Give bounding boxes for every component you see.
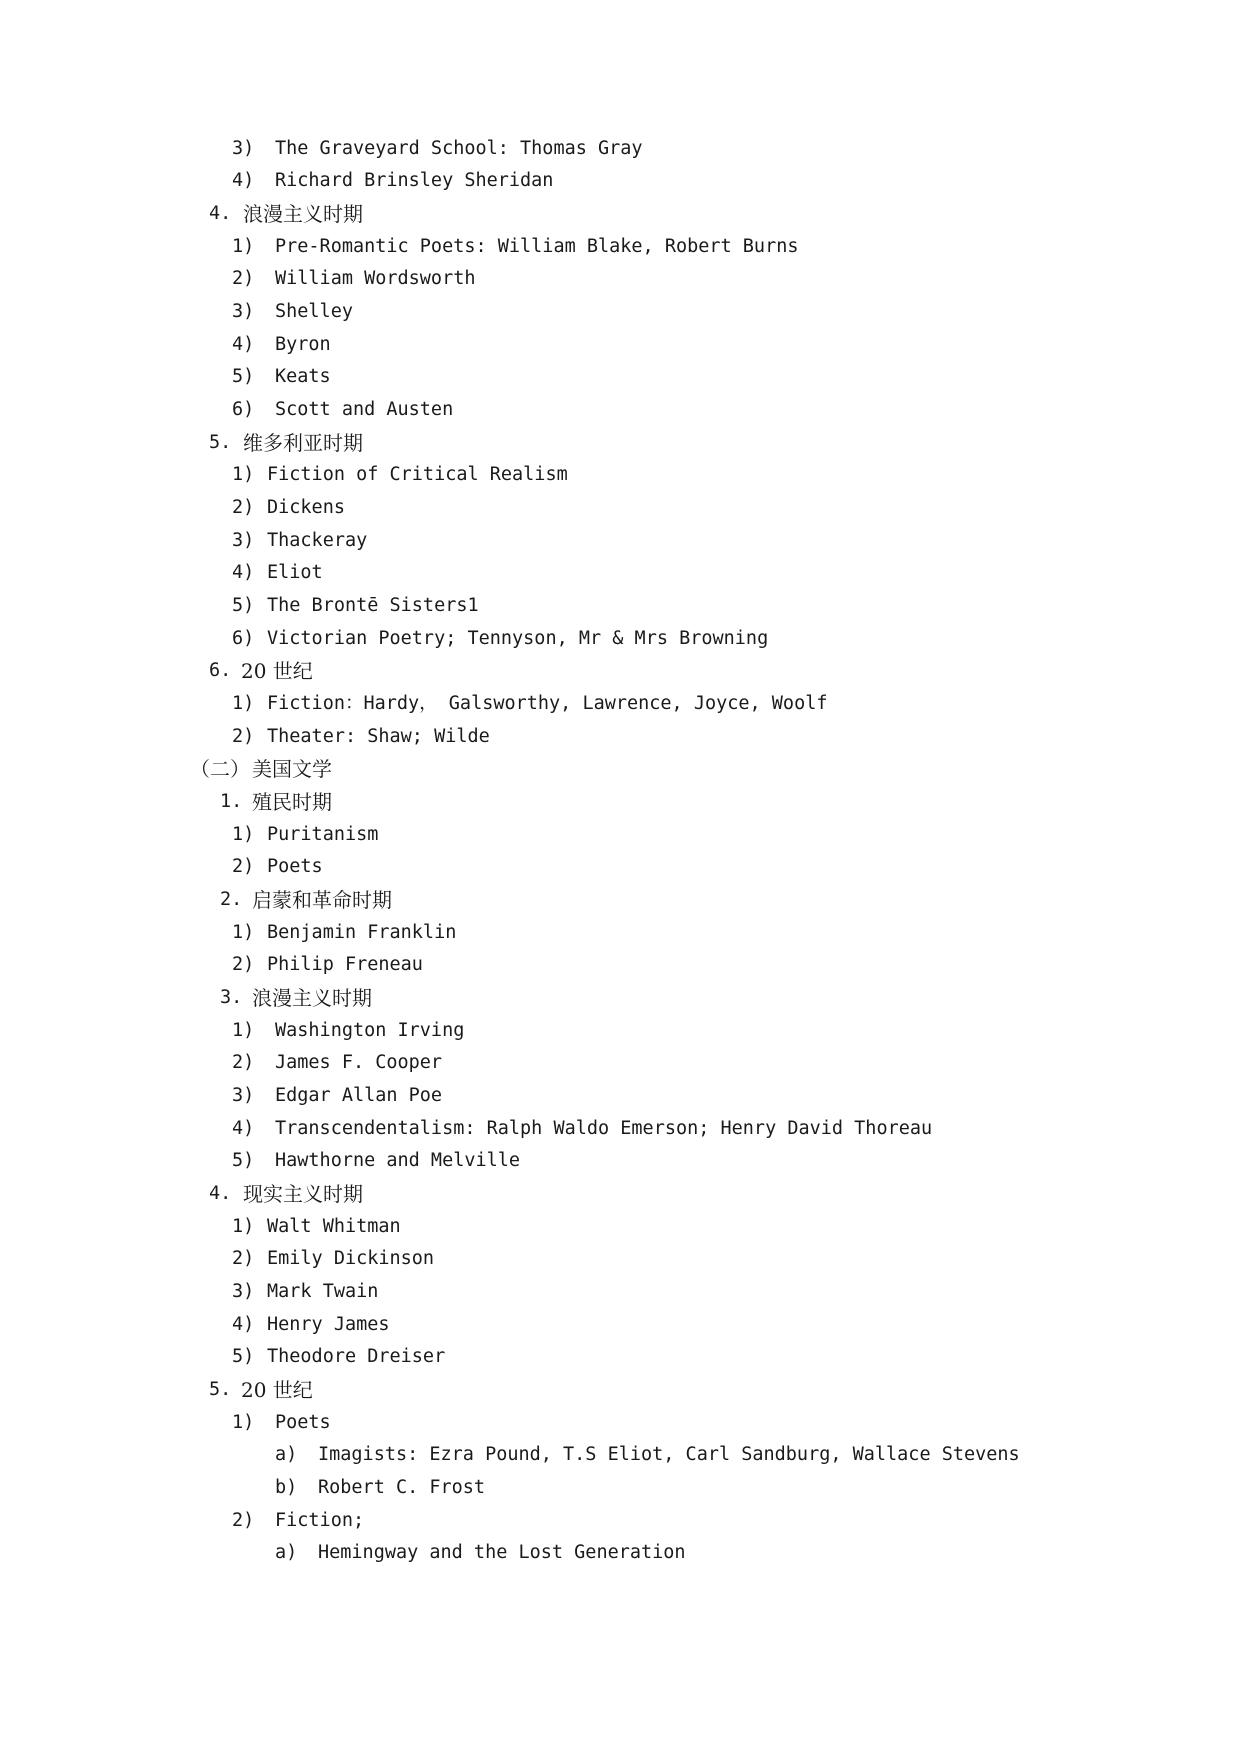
item-number: 1) — [232, 236, 255, 257]
item-number: 4. — [209, 203, 232, 224]
item-text: 殖民时期 — [252, 790, 332, 814]
item-number: 4) — [232, 1118, 255, 1139]
item-text: Richard Brinsley Sheridan — [275, 170, 554, 191]
item-text: Thackeray — [267, 530, 368, 551]
item-number: 2) — [232, 726, 255, 747]
item-text: Emily Dickinson — [267, 1248, 435, 1269]
item-number: 2) — [232, 1510, 255, 1531]
item-number: 1) — [232, 1020, 255, 1041]
item-text: Theodore Dreiser — [267, 1346, 446, 1367]
item-text: Robert C. Frost — [318, 1477, 486, 1498]
item-text: 现实主义时期 — [243, 1182, 363, 1206]
item-number: 3) — [232, 301, 255, 322]
item-number: 2. — [220, 889, 243, 910]
item-number: 6) — [232, 399, 255, 420]
item-number: 4) — [232, 334, 255, 355]
item-text: Dickens — [267, 497, 345, 518]
item-number: a) — [275, 1444, 298, 1465]
item-number: 2) — [232, 954, 255, 975]
item-text: Poets — [275, 1412, 331, 1433]
item-text: Transcendentalism: Ralph Waldo Emerson; Henry David Thoreau — [275, 1118, 933, 1139]
item-text: 浪漫主义时期 — [252, 986, 372, 1010]
item-text: 维多利亚时期 — [243, 431, 363, 455]
item-text: 20 世纪 — [241, 1378, 313, 1402]
item-number: 3) — [232, 1085, 255, 1106]
item-number: 2) — [232, 856, 255, 877]
item-number: 3) — [232, 530, 255, 551]
item-text: Scott and Austen — [275, 399, 454, 420]
item-text: Benjamin Franklin — [267, 922, 457, 943]
item-text: The Graveyard School: Thomas Gray — [275, 138, 643, 159]
item-text: William Wordsworth — [275, 268, 476, 289]
item-text: Poets — [267, 856, 323, 877]
item-text: Mark Twain — [267, 1281, 379, 1302]
item-number: 1) — [232, 464, 255, 485]
item-text: Philip Freneau — [267, 954, 423, 975]
item-text: Hemingway and the Lost Generation — [318, 1542, 686, 1563]
item-text: 20 世纪 — [241, 659, 313, 683]
item-number: b) — [275, 1477, 298, 1498]
item-number: 2) — [232, 1248, 255, 1269]
item-text: The Brontē Sisters1 — [267, 595, 479, 616]
item-number: 5) — [232, 366, 255, 387]
item-number: 4) — [232, 170, 255, 191]
item-text: Keats — [275, 366, 331, 387]
item-number: 3) — [232, 138, 255, 159]
item-text: 启蒙和革命时期 — [252, 888, 392, 912]
item-number: 1. — [220, 791, 243, 812]
item-number: 5. — [209, 1379, 232, 1400]
item-number: （二） — [190, 757, 250, 781]
item-number: 6. — [209, 660, 232, 681]
item-number: 1) — [232, 824, 255, 845]
item-text: Henry James — [267, 1314, 390, 1335]
item-number: 1) — [232, 1412, 255, 1433]
item-text: Byron — [275, 334, 331, 355]
item-text: Eliot — [267, 562, 323, 583]
item-number: 5) — [232, 1150, 255, 1171]
item-number: 4) — [232, 562, 255, 583]
item-number: 1) — [232, 922, 255, 943]
item-text: Pre-Romantic Poets: William Blake, Robert Burns — [275, 236, 799, 257]
item-text: 美国文学 — [252, 757, 332, 781]
item-text: Edgar Allan Poe — [275, 1085, 443, 1106]
item-number: 2) — [232, 497, 255, 518]
item-number: 5) — [232, 1346, 255, 1367]
item-number: 4) — [232, 1314, 255, 1335]
item-number: 1) — [232, 1216, 255, 1237]
item-text: Shelley — [275, 301, 353, 322]
item-number: 4. — [209, 1183, 232, 1204]
item-text: Walt Whitman — [267, 1216, 401, 1237]
item-text: James F. Cooper — [275, 1052, 443, 1073]
item-number: 5. — [209, 432, 232, 453]
item-text: Fiction; — [275, 1510, 365, 1531]
item-number: 2) — [232, 268, 255, 289]
item-text: 浪漫主义时期 — [243, 202, 363, 226]
item-number: a) — [275, 1542, 298, 1563]
item-number: 6) — [232, 628, 255, 649]
item-number: 3. — [220, 987, 243, 1008]
item-number: 1) — [232, 693, 255, 714]
item-number: 2) — [232, 1052, 255, 1073]
item-text: Theater: Shaw; Wilde — [267, 726, 490, 747]
item-text: Washington Irving — [275, 1020, 465, 1041]
item-text: Imagists: Ezra Pound, T.S Eliot, Carl Sandburg, Wallace Stevens — [318, 1444, 1020, 1465]
item-text: Victorian Poetry; Tennyson, Mr & Mrs Browning — [267, 628, 769, 649]
item-number: 3) — [232, 1281, 255, 1302]
item-text: Hawthorne and Melville — [275, 1150, 521, 1171]
item-text: Puritanism — [267, 824, 379, 845]
item-text: Fiction of Critical Realism — [267, 464, 568, 485]
item-text: Fiction：Hardy， Galsworthy, Lawrence, Joyce, Woolf — [267, 693, 828, 714]
item-number: 5) — [232, 595, 255, 616]
